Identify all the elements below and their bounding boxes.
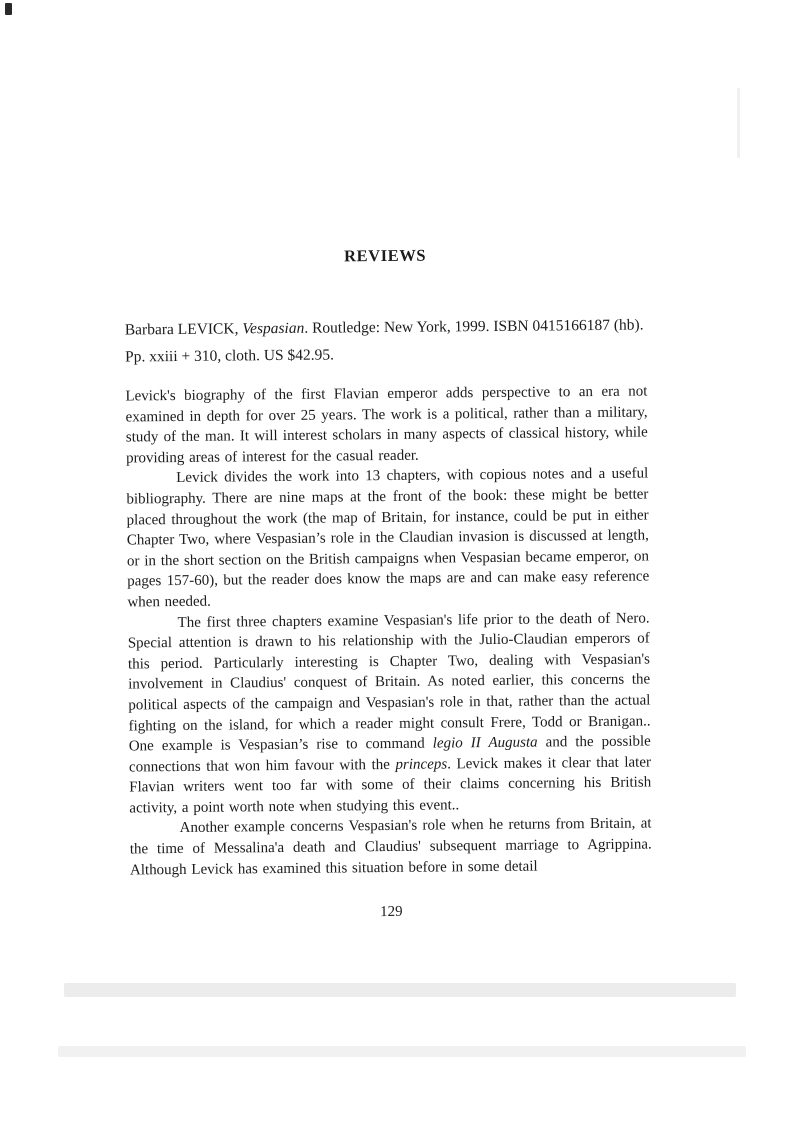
review-paragraph: Levick divides the work into 13 chapters, with copious notes and a useful bibliography. There are nine maps at the front of the book: these might be better placed throughout the work (the map of Britain, for instance, could be put in either Chapter Two, where Vespasian’s role in the Claudian invasion is discussed at length, or in the short section on the British campaigns when Vespasian became emperor, on pages 157-60), but the reader does know the maps are and can make easy reference when needed. <box>126 465 650 611</box>
review-content <box>124 243 652 923</box>
scan-artifact <box>737 88 740 158</box>
page-number: 129 <box>380 904 403 921</box>
review-paragraph: The first three chapters examine Vespasian's life prior to the death of Nero. Special attention is drawn to his relationship with the Julio-Claudian emperors of this period. Particularly interesting is Chapter Two, dealing with Vespasian's involvement in Claudius' conquest of Britain. As noted earlier, this concerns the political aspects of the campaign and Vespasian's role in that, rather than the actual fighting on the island, for which a reader might consult Frere, Todd or Branigan.. One example is Vespasian’s rise to command legio II Augusta and the possible connections that won him favour with the princeps. Levick makes it clear that later Flavian writers went too far with some of their claims concerning his British activity, a point worth note when studying this event.. <box>127 610 652 817</box>
review-paragraph: Levick's biography of the first Flavian emperor adds perspective to an era not examined in depth for over 25 years. The work is a political, rather than a military, study of the man. It will interest scholars in many aspects of classical history, while providing areas of interest for the casual reader. <box>125 383 648 467</box>
scan-artifact <box>5 3 12 15</box>
scan-artifact <box>64 983 736 997</box>
page-title: REVIEWS <box>343 245 427 266</box>
scan-artifact <box>58 1046 746 1057</box>
citation: Barbara LEVICK, Vespasian. Routledge: New York, 1999. ISBN 0415166187 (hb). Pp. xxiii + 310, cloth. US $42.95. <box>124 316 644 366</box>
review-paragraph: Another example concerns Vespasian's role when he returns from Britain, at the time of Messalina'a death and Claudius' subsequent marriage to Agrippina. Although Levick has examined this situation before in some detail <box>129 815 652 879</box>
